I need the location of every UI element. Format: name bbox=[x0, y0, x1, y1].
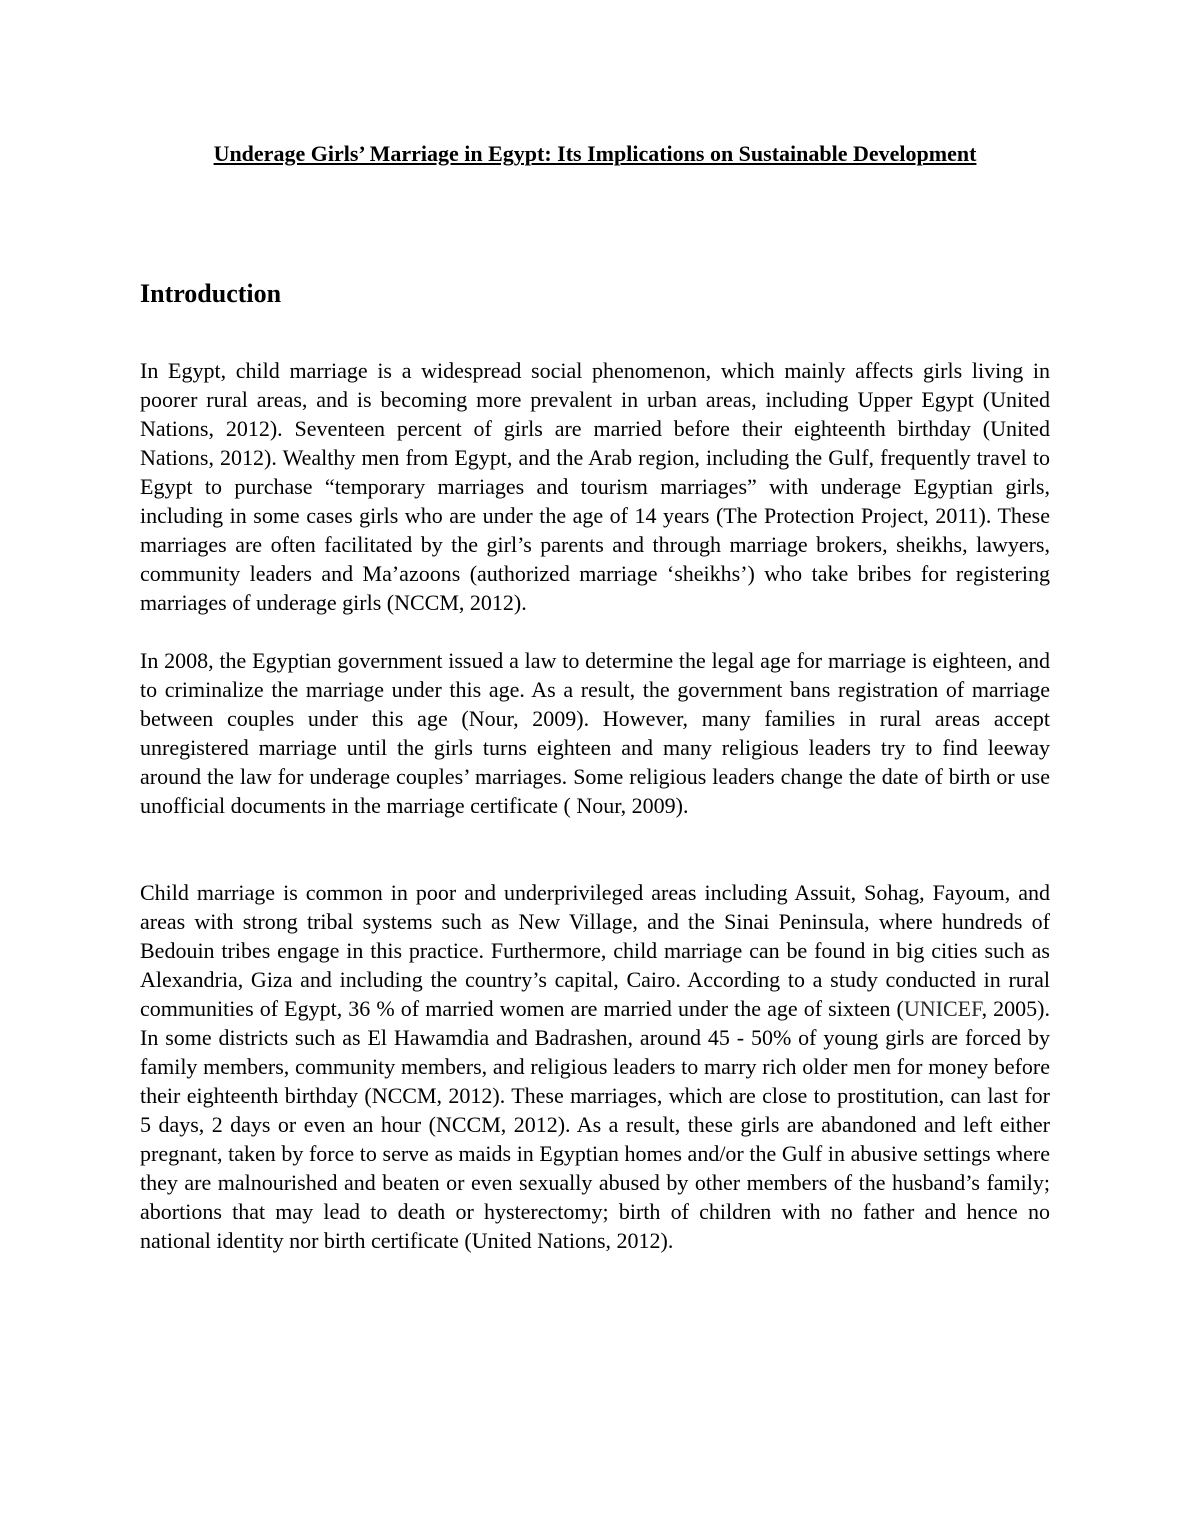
section-heading-introduction: Introduction bbox=[140, 279, 282, 308]
document-title: Underage Girls’ Marriage in Egypt: Its Implications on Sustainable Development bbox=[213, 141, 977, 166]
paragraph-3-text-after: , 2005). In some districts such as El Hawamdia and Badrashen, around 45 - 50% of young girls are forced by family members, community members, and religious leaders to marry rich older men for money before their eighteenth birthday (NCCM, 2012). These marriages, which are close to prostitution, can last for 5 days, 2 days or even an hour (NCCM, 2012). As a result, these girls are abandoned and left either pregnant, taken by force to serve as maids in Egyptian homes and/or the Gulf in abusive settings where they are malnourished and beaten or even sexually abused by other members of the husband’s family; abortions that may lead to death or hysterectomy; birth of children with no father and hence no national identity nor birth certificate (United Nations, 2012). bbox=[140, 996, 1050, 1253]
paragraph-3-text-before: Child marriage is common in poor and underprivileged areas including Assuit, Sohag, Fayoum, and areas with strong tribal systems such as New Village, and the Sinai Peninsula, where hundreds of Bedouin tribes engage in this practice. Furthermore, child marriage can be found in big cities such as Alexandria, Giza and including the country’s capital, Cairo. According to a study conducted in rural communities of Egypt, 36 % of married women are married under the age of sixteen ( bbox=[140, 880, 1050, 1021]
paragraph-1: In Egypt, child marriage is a widespread social phenomenon, which mainly affects girls living in poorer rural areas, and is becoming more prevalent in urban areas, including Upper Egypt (United Nations, 2012). Seventeen percent of girls are married before their eighteenth birthday (United Nations, 2012). Wealthy men from Egypt, and the Arab region, including the Gulf, frequently travel to Egypt to purchase “temporary marriages and tourism marriages” with underage Egyptian girls, including in some cases girls who are under the age of 14 years (The Protection Project, 2011). These marriages are often facilitated by the girl’s parents and through marriage brokers, sheikhs, lawyers, community leaders and Ma’azoons (authorized marriage ‘sheikhs’) who take bribes for registering marriages of underage girls (NCCM, 2012). bbox=[140, 358, 1050, 615]
citation-unicef: UNICEF bbox=[903, 996, 982, 1021]
paragraph-3 bbox=[140, 878, 1050, 1255]
paragraph-2: In 2008, the Egyptian government issued a law to determine the legal age for marriage is eighteen, and to criminalize the marriage under this age. As a result, the government bans registration of marriage between couples under this age (Nour, 2009). However, many families in rural areas accept unregistered marriage until the girls turns eighteen and many religious leaders try to find leeway around the law for underage couples’ marriages. Some religious leaders change the date of birth or use unofficial documents in the marriage certificate ( Nour, 2009). bbox=[140, 648, 1050, 818]
